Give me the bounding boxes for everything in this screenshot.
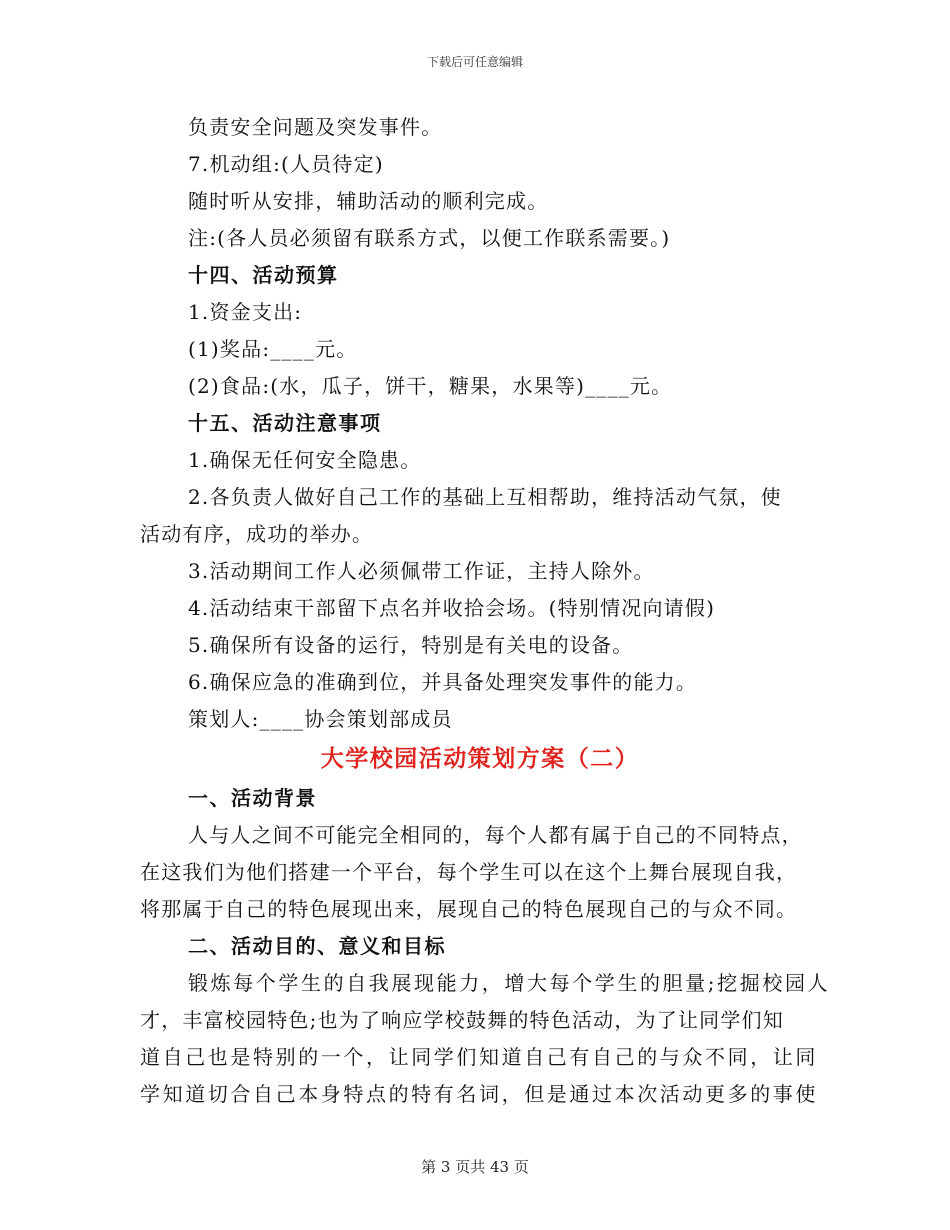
section-heading: 一、活动背景 xyxy=(188,786,317,810)
paragraph-line: 注:(各人员必须留有联系方式，以便工作联系需要。) xyxy=(188,226,671,250)
paragraph-line: 7.机动组:(人员待定) xyxy=(188,152,384,176)
paragraph-line: 3.活动期间工作人必须佩带工作证，主持人除外。 xyxy=(188,559,655,583)
paragraph-line: 2.各负责人做好自己工作的基础上互相帮助，维持活动气氛，使 xyxy=(188,485,782,509)
paragraph-line: (1)奖品:____元。 xyxy=(188,337,358,361)
paragraph-line: 活动有序，成功的举办。 xyxy=(140,522,374,546)
paragraph-line: 在这我们为他们搭建一个平台，每个学生可以在这个上舞台展现自我， xyxy=(140,860,798,884)
paragraph-line: 才，丰富校园特色;也为了响应学校鼓舞的特色活动，为了让同学们知 xyxy=(140,1008,784,1032)
page-footer: 第 3 页共 43 页 xyxy=(421,1158,529,1176)
paragraph-line: 随时听从安排，辅助活动的顺利完成。 xyxy=(188,189,549,213)
section-heading: 十四、活动预算 xyxy=(188,263,339,287)
document-body xyxy=(140,109,831,1113)
paragraph-line: 道自己也是特别的一个，让同学们知道自己有自己的与众不同，让同 xyxy=(140,1045,818,1069)
paragraph-line: 负责安全问题及突发事件。 xyxy=(188,115,443,139)
section-heading: 二、活动目的、意义和目标 xyxy=(188,934,446,958)
paragraph-line: 4.活动结束干部留下点名并收拾会场。(特别情况向请假) xyxy=(188,596,716,620)
paragraph-line: 5.确保所有设备的运行，特别是有关电的设备。 xyxy=(188,633,634,657)
paragraph-line: 1.确保无任何安全隐患。 xyxy=(188,448,422,472)
paragraph-line: 学知道切合自己本身特点的特有名词，但是通过本次活动更多的事使 xyxy=(140,1082,818,1106)
paragraph-line: 6.确保应急的准确到位，并具备处理突发事件的能力。 xyxy=(188,670,698,694)
section-heading: 十五、活动注意事项 xyxy=(188,411,382,435)
paragraph-line: 锻炼每个学生的自我展现能力，增大每个学生的胆量;挖掘校园人 xyxy=(188,971,831,995)
page-header: 下载后可任意编辑 xyxy=(426,55,523,69)
paragraph-line: 人与人之间不可能完全相同的，每个人都有属于自己的不同特点， xyxy=(188,823,803,847)
paragraph-line: 策划人:____协会策划部成员 xyxy=(188,707,453,731)
paragraph-line: (2)食品:(水，瓜子，饼干，糖果，水果等)____元。 xyxy=(188,374,673,398)
section-title: 大学校园活动策划方案（二） xyxy=(320,746,640,772)
paragraph-line: 将那属于自己的特色展现出来，展现自己的特色展现自己的与众不同。 xyxy=(140,897,798,921)
paragraph-line: 1.资金支出: xyxy=(188,300,303,324)
